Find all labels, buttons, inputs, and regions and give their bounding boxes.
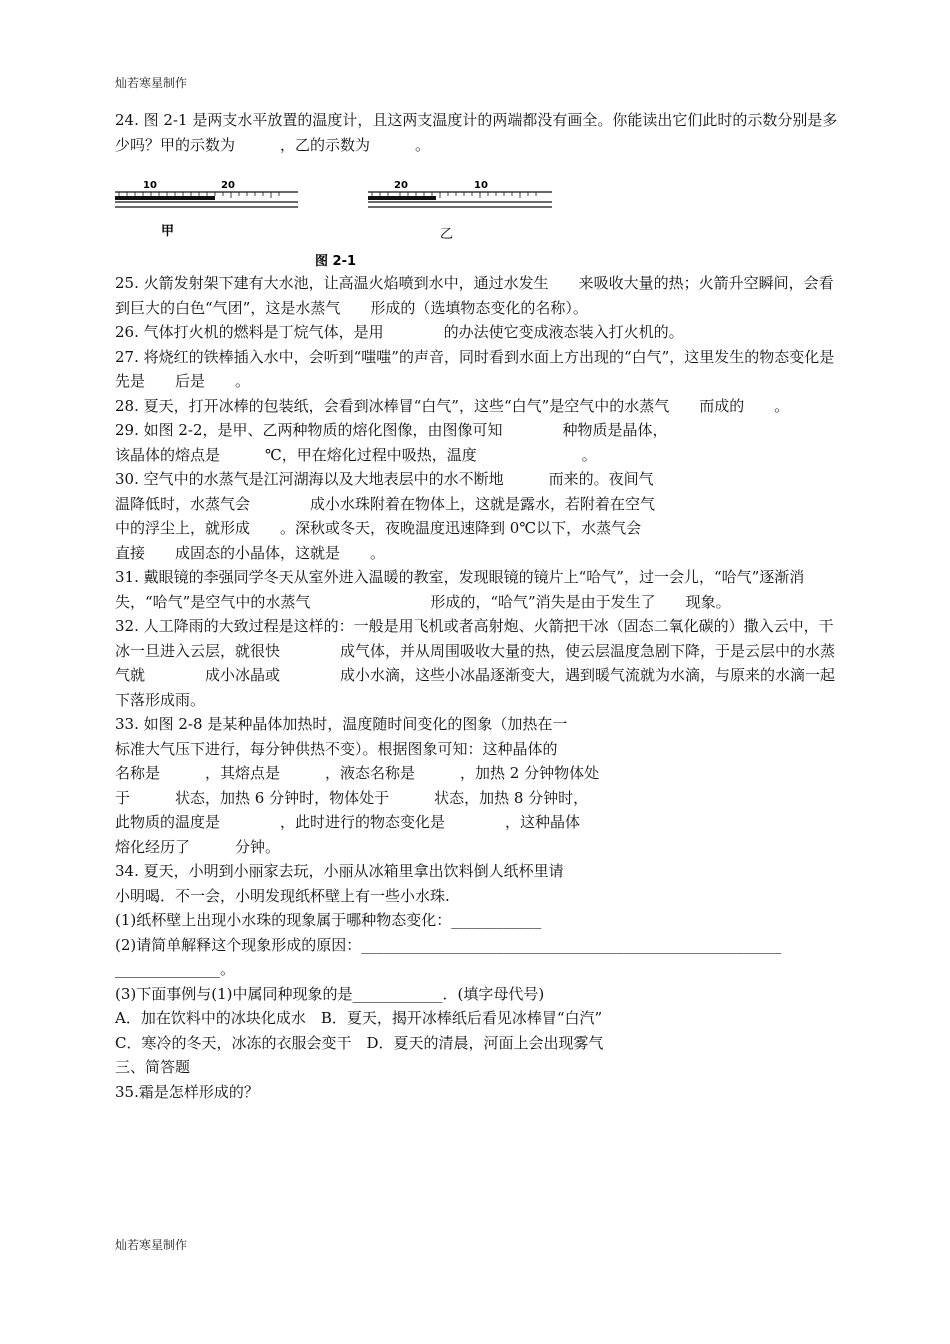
question-33-line-5: 此物质的温度是 ，此时进行的物态变化是 ，这种晶体 (115, 813, 581, 831)
thermometer-figure (115, 167, 840, 271)
figure-2-1 (115, 167, 840, 271)
question-34-part-3: (3)下面事例与(1)中属同种现象的是____________．(填字母代号) (115, 984, 545, 1003)
question-33-line-6: 熔化经历了 分钟。 (115, 837, 281, 856)
label-yi: 乙 (440, 227, 454, 242)
mercury-column-jia (115, 196, 215, 200)
document-content (115, 108, 840, 1104)
thermometer-jia (115, 180, 298, 239)
question-29-line-1: 29. 如图 2-2，是甲、乙两种物质的熔化图像，由图像可知 种物质是晶体， (115, 421, 668, 439)
question-34-part-2: (2)请简单解释这个现象形成的原因：________________________________________________________ (115, 935, 782, 954)
question-34-line-2: 小明喝．不一会，小明发现纸杯壁上有一些小水珠. (115, 886, 450, 905)
question-29-line-2: 该晶体的熔点是 ℃，甲在熔化过程中吸热，温度 。 (115, 445, 597, 464)
question-33-line-3: 名称是 ，其熔点是 ，液态名称是 ，加热 2 分钟物体处 (115, 764, 600, 782)
question-26: 26. 气体打火机的燃料是丁烷气体，是用 的办法使它变成液态装入打火机的。 (115, 323, 684, 341)
question-34-options-cd: C．寒冷的冬天，冰冻的衣服会变干 D．夏天的清晨，河面上会出现雾气 (115, 1033, 604, 1052)
question-35: 35.霜是怎样形成的？ (115, 1082, 259, 1101)
tick-label-jia-20: 20 (221, 180, 235, 191)
question-30-line-1: 30. 空气中的水蒸气是江河湖海以及大地表层中的水不断地 而来的。夜间气 (115, 470, 654, 488)
question-34-part-2-cont: ______________。 (115, 960, 236, 978)
question-30-line-4: 直接 成固态的小晶体，这就是 。 (115, 543, 386, 562)
question-33-line-1: 33. 如图 2-8 是某种晶体加热时，温度随时间变化的图象（加热在一 (115, 715, 568, 733)
question-30-line-3: 中的浮尘上，就形成 。深秋或冬天，夜晚温度迅速降到 0℃以下，水蒸气会 (115, 519, 642, 537)
label-jia: 甲 (161, 224, 175, 239)
question-25: 25. 火箭发射架下建有大水池，让高温火焰喷到水中，通过水发生 来吸收大量的热；火箭升空瞬间，会看到巨大的白色“气团”，这是水蒸气 形成的（选填物态变化的名称）。 (115, 274, 834, 317)
page-header: 灿若寒星制作 (115, 76, 188, 90)
thermometer-yi (368, 180, 552, 242)
question-32: 32. 人工降雨的大致过程是这样的：一般是用飞机或者高射炮、火箭把干冰（固态二氧化碳的）撒入云中，干冰一旦进入云层，就很快 成气体，并从周围吸收大量的热，使云层温度急剧下降，于是云层中的水蒸气就 成小冰晶或 成小水滴，这些小冰晶逐渐变大，遇到暖气流就为水滴，与原来的水滴一起下落形成雨。 (115, 617, 836, 709)
question-34-part-1: (1)纸杯壁上出现小水珠的现象属于哪种物态变化：____________ (115, 911, 542, 929)
question-34-options-ab: A．加在饮料中的冰块化成水 B．夏天，揭开冰棒纸后看见冰棒冒“白汽” (115, 1009, 603, 1027)
section-heading: 三、简答题 (115, 1058, 191, 1076)
tick-label-yi-10: 10 (474, 180, 488, 191)
question-31: 31. 戴眼镜的李强同学冬天从室外进入温暖的教室，发现眼镜的镜片上“哈气”，过一会儿，“哈气”逐渐消失，“哈气”是空气中的水蒸气 形成的，“哈气”消失是由于发生了 现象。 (115, 568, 805, 611)
question-24: 24. 图 2-1 是两支水平放置的温度计，且这两支温度计的两端都没有画全。你能读出它们此时的示数分别是多少吗？甲的示数为 ，乙的示数为 。 (115, 111, 838, 154)
question-27: 27. 将烧红的铁棒插入水中，会听到“嗤嗤”的声音，同时看到水面上方出现的“白气”，这里发生的物态变化是先是 后是 。 (115, 347, 835, 390)
figure-caption: 图 2-1 (315, 254, 357, 269)
tick-label-yi-20: 20 (394, 180, 408, 191)
question-28: 28. 夏天，打开冰棒的包装纸，会看到冰棒冒“白气”，这些“白气”是空气中的水蒸气 而成的 。 (115, 396, 790, 415)
question-30-line-2: 温降低时，水蒸气会 成小水珠附着在物体上，这就是露水，若附着在空气 (115, 494, 656, 513)
question-33-line-4: 于 状态，加热 6 分钟时，物体处于 状态，加热 8 分钟时， (115, 788, 589, 807)
question-34-line-1: 34. 夏天，小明到小丽家去玩，小丽从冰箱里拿出饮料倒人纸杯里请 (115, 862, 564, 880)
mercury-column-yi (368, 196, 436, 200)
question-33-line-2: 标准大气压下进行，每分钟供热不变）。根据图象可知：这种晶体的 (115, 739, 558, 758)
page-footer: 灿若寒星制作 (115, 1238, 188, 1252)
tick-label-jia-10: 10 (143, 180, 157, 191)
